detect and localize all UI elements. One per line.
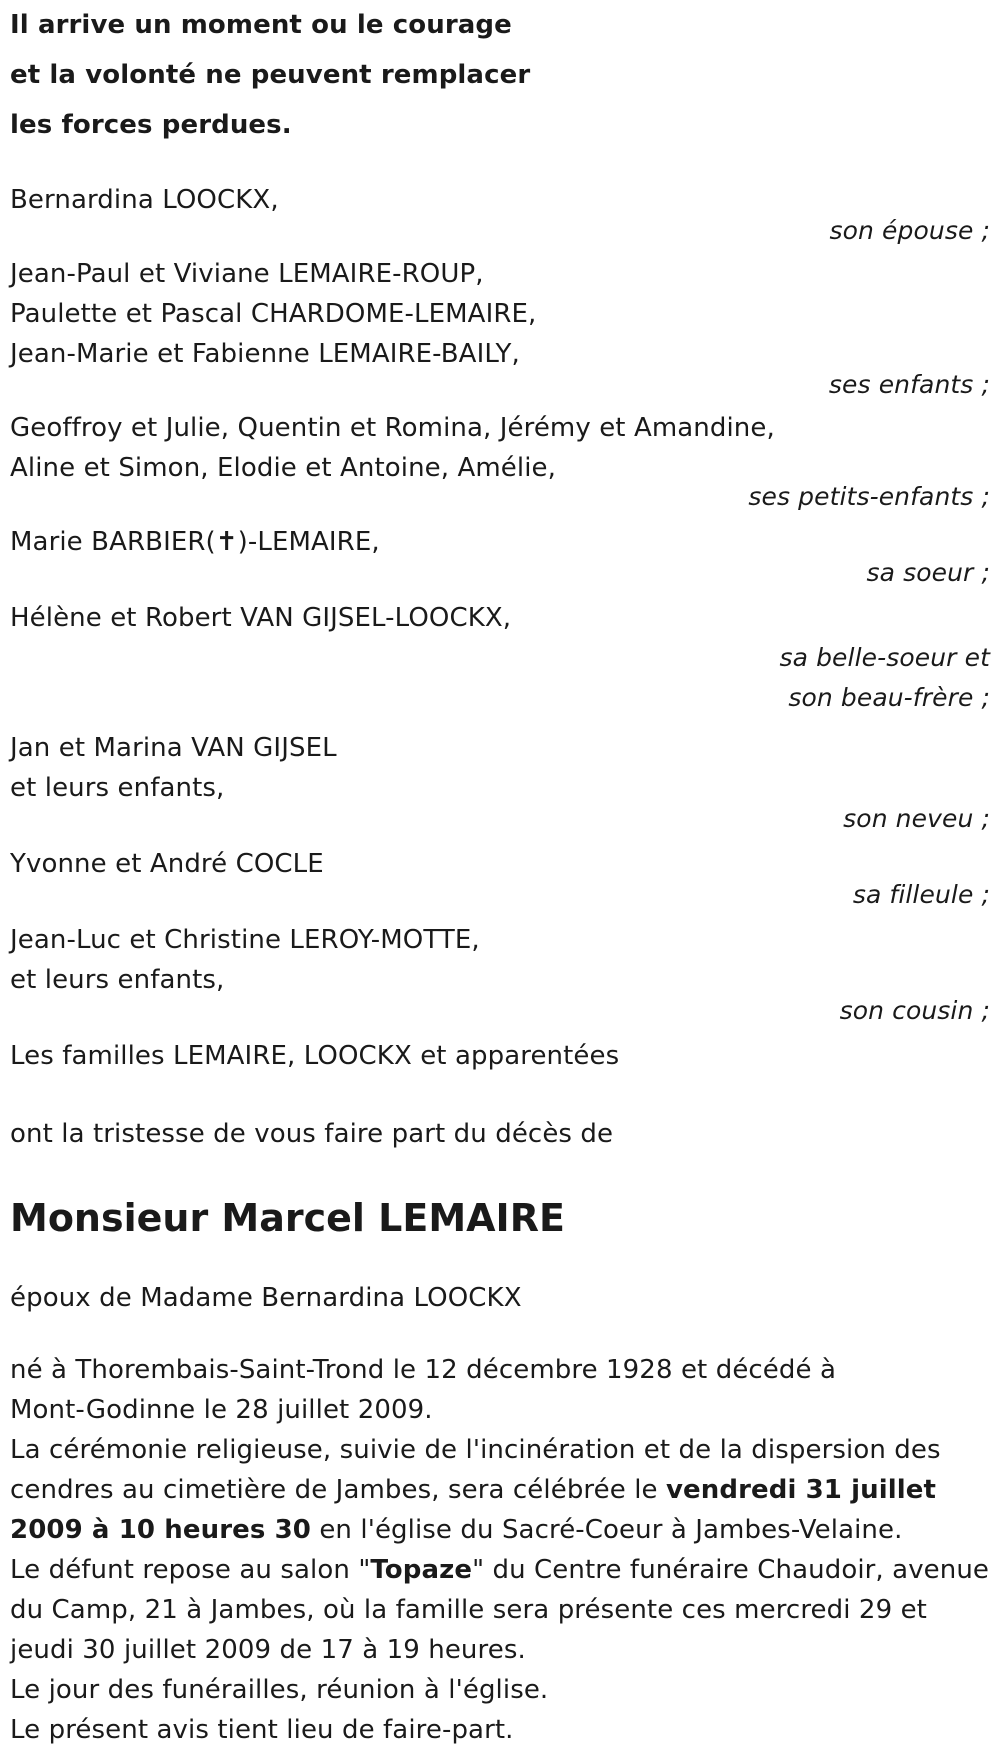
quote-line: Il arrive un moment ou le courage xyxy=(10,10,512,40)
family-names: Bernardina LOOCKX, xyxy=(10,185,279,215)
family-group-cousin xyxy=(10,920,990,1024)
salon-name: Topaze xyxy=(370,1555,473,1585)
family-names: et leurs enfants, xyxy=(10,773,225,803)
ceremony-line xyxy=(10,1510,990,1550)
birth-death-line: né à Thorembais-Saint-Trond le 12 décembre 1928 et décédé à xyxy=(10,1355,837,1385)
family-relation: son beau-frère ; xyxy=(788,683,990,712)
birth-death-line: Mont-Godinne le 28 juillet 2009. xyxy=(10,1395,433,1425)
family-names: Paulette et Pascal CHARDOME-LEMAIRE, xyxy=(10,299,537,329)
family-relation: son épouse ; xyxy=(829,216,990,245)
family-group-nephew xyxy=(10,728,990,832)
family-relation: sa filleule ; xyxy=(852,880,990,909)
ceremony-time: 2009 à 10 heures 30 xyxy=(10,1515,311,1545)
family-relation: son cousin ; xyxy=(839,996,990,1025)
repose-line: jeudi 30 juillet 2009 de 17 à 19 heures. xyxy=(10,1635,526,1665)
notice-line: Le présent avis tient lieu de faire-part. xyxy=(10,1715,514,1745)
family-group-goddaughter xyxy=(10,844,990,908)
family-names: Hélène et Robert VAN GIJSEL-LOOCKX, xyxy=(10,603,512,633)
family-names: Jean-Paul et Viviane LEMAIRE-ROUP, xyxy=(10,259,484,289)
family-group-spouse xyxy=(10,180,990,244)
family-relation: sa soeur ; xyxy=(866,558,990,587)
family-names: Yvonne et André COCLE xyxy=(10,849,324,879)
family-names: Les familles LEMAIRE, LOOCKX et apparentées xyxy=(10,1041,620,1071)
repose-line xyxy=(10,1550,990,1590)
repose-line: du Camp, 21 à Jambes, où la famille sera présente ces mercredi 29 et xyxy=(10,1595,927,1625)
family-relation: ses petits-enfants ; xyxy=(748,482,990,511)
family-group-sister xyxy=(10,522,990,586)
family-names: Jan et Marina VAN GIJSEL xyxy=(10,733,337,763)
quote-line: et la volonté ne peuvent remplacer xyxy=(10,60,531,90)
family-group-children xyxy=(10,254,990,398)
family-names: Marie BARBIER(✝)-LEMAIRE, xyxy=(10,527,380,557)
family-relation: sa belle-soeur et xyxy=(779,643,990,672)
family-relation: ses enfants ; xyxy=(828,370,990,399)
details-paragraph xyxy=(10,1350,990,1750)
family-names: Aline et Simon, Elodie et Antoine, Amélie, xyxy=(10,453,557,483)
family-names: Jean-Luc et Christine LEROY-MOTTE, xyxy=(10,925,480,955)
memorial-quote xyxy=(10,0,990,150)
obituary-notice xyxy=(10,0,990,1750)
ceremony-text: cendres au cimetière de Jambes, sera célébrée le xyxy=(10,1475,666,1505)
ceremony-line: La cérémonie religieuse, suivie de l'incinération et de la dispersion des xyxy=(10,1435,941,1465)
repose-text: Le défunt repose au salon " xyxy=(10,1555,371,1585)
family-group-grandchildren xyxy=(10,408,990,510)
family-names: Jean-Marie et Fabienne LEMAIRE-BAILY, xyxy=(10,339,520,369)
deceased-name: Monsieur Marcel LEMAIRE xyxy=(10,1196,565,1240)
family-names: Geoffroy et Julie, Quentin et Romina, Jérémy et Amandine, xyxy=(10,413,775,443)
spouse-line: époux de Madame Bernardina LOOCKX xyxy=(10,1283,522,1313)
announcement-text: ont la tristesse de vous faire part du décès de xyxy=(10,1119,614,1149)
repose-text: " du Centre funéraire Chaudoir, avenue xyxy=(472,1555,990,1585)
ceremony-line xyxy=(10,1470,990,1510)
family-relation: son neveu ; xyxy=(843,804,990,833)
quote-line: les forces perdues. xyxy=(10,110,292,140)
family-names: et leurs enfants, xyxy=(10,965,225,995)
family-group-in-laws xyxy=(10,598,990,718)
ceremony-date: vendredi 31 juillet xyxy=(665,1475,937,1505)
family-group-families xyxy=(10,1036,990,1076)
ceremony-place: en l'église du Sacré-Coeur à Jambes-Velaine. xyxy=(310,1515,903,1545)
meeting-line: Le jour des funérailles, réunion à l'église. xyxy=(10,1675,549,1705)
